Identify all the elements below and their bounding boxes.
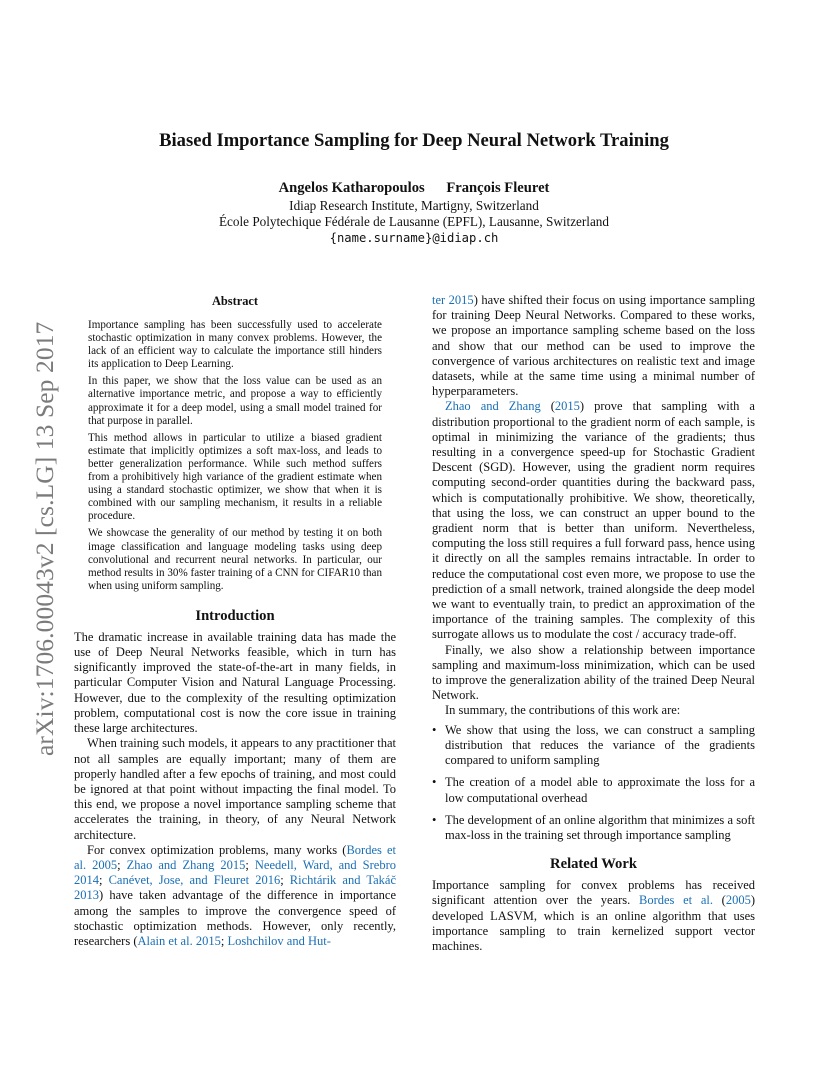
body-paragraph — [432, 293, 755, 399]
bullet-icon: • — [432, 812, 437, 827]
citation-link[interactable]: Loshchilov and Hut- — [227, 933, 331, 948]
introduction-body-left — [74, 630, 396, 949]
left-column — [74, 293, 396, 949]
author-email: {name.surname}@idiap.ch — [329, 231, 499, 245]
citation-link[interactable]: 2005 — [725, 893, 751, 908]
text-run: For convex optimization problems, many works ( — [87, 842, 347, 857]
abstract-paragraph: We showcase the generality of our method by testing it on both image classification and language modeling tasks using deep convolutional and recurrent neural networks. In particular, our method results in 30% faster training of a CNN for CIFAR10 than when using uniform sampling. — [88, 527, 382, 592]
body-paragraph: The dramatic increase in available training data has made the use of Deep Neural Networks feasible, which in turn has significantly improved the state-of-the-art in many fields, in particular Computer Vision and Natural Language Processing. However, due to the complexity of the resulting optimization problem, computational cost is now the core issue in training these large architectures. — [74, 629, 396, 736]
introduction-heading: Introduction — [195, 607, 275, 624]
text-run: ; — [220, 933, 228, 948]
bullet-icon: • — [432, 775, 437, 790]
text-run: ; — [99, 873, 109, 888]
list-item-text: The development of an online algorithm that minimizes a soft max-loss in the training set through importance sampling — [445, 812, 755, 842]
citation-link[interactable]: Zhao and Zhang 2015 — [126, 857, 246, 872]
text-run: ) developed LASVM, which is an online algorithm that uses importance sampling to train kernelized support vector machines. — [432, 893, 756, 953]
body-paragraph — [74, 843, 396, 949]
abstract-paragraph: This method allows in particular to utilize a biased gradient estimate that implicitly optimizes a soft max-loss, and leads to better generalization performance. While such method suffers from a prohibitively high variance of the gradient estimate when using a standard stochastic optimizer, we show that when it is combined with our sampling mechanism, it results in a reliable procedure. — [88, 431, 382, 523]
arxiv-sidebar — [30, 290, 60, 756]
author-name: Angelos Katharopoulos — [278, 180, 425, 196]
citation-link[interactable]: Needell, Ward, and Srebro 2014 — [74, 857, 396, 888]
text-run: ; — [280, 873, 290, 888]
list-item — [432, 813, 755, 843]
author-list — [0, 179, 828, 197]
citation-link[interactable]: Alain et al. 2015 — [137, 933, 221, 948]
abstract-heading: Abstract — [211, 294, 259, 308]
related-work-heading: Related Work — [550, 856, 637, 873]
bullet-icon: • — [432, 722, 437, 737]
citation-link[interactable]: ter 2015 — [432, 293, 474, 307]
text-run: ; — [245, 857, 255, 872]
abstract-paragraph: Importance sampling has been successfully used to accelerate stochastic optimization in many convex problems. However, the lack of an efficient way to calculate the importance still hinders its application to Deep Learning. — [88, 319, 382, 371]
text-run: ) have taken advantage of the difference in importance among the samples to improve the convergence speed of stochastic optimization methods. However, only recently, researchers ( — [74, 888, 396, 948]
citation-link[interactable]: 2015 — [554, 399, 580, 414]
list-item — [432, 723, 755, 769]
citation-link[interactable]: Zhao and Zhang — [445, 399, 541, 414]
body-paragraph: When training such models, it appears to any practitioner that not all samples are equally important; many of them are properly handled after a few epochs of training, and most could be ignored at that point without impacting the final model. To this end, we propose a novel importance sampling scheme that accelerates the training, in theory, of any Neural Network architecture. — [74, 736, 396, 842]
affiliation: École Polytechique Fédérale de Lausanne (EPFL), Lausanne, Switzerland — [219, 214, 609, 229]
author-name: François Fleuret — [446, 180, 550, 196]
arxiv-identifier: arXiv:1706.00043v2 [cs.LG] 13 Sep 2017 — [30, 321, 59, 756]
paper-title: Biased Importance Sampling for Deep Neural Network Training — [159, 130, 669, 151]
contribution-list — [432, 723, 755, 843]
body-paragraph: In summary, the contributions of this work are: — [445, 703, 681, 718]
list-item — [432, 775, 755, 805]
list-item-text: The creation of a model able to approximate the loss for a low computational overhead — [445, 775, 755, 805]
list-item-text: We show that using the loss, we can construct a sampling distribution that reduces the variance of the gradients compared to uniform sampling — [445, 722, 755, 768]
citation-link[interactable]: Bordes et al. 2005 — [74, 842, 396, 872]
affiliation: Idiap Research Institute, Martigny, Switzerland — [289, 198, 539, 213]
citation-link[interactable]: Richtárik and Takáč 2013 — [74, 873, 397, 903]
body-paragraph — [432, 399, 755, 642]
abstract-body — [74, 319, 382, 593]
body-paragraph: Finally, we also show a relationship between importance sampling and maximum-loss minimization, which can be used to improve the generalization ability of the trained Deep Neural Network. — [432, 642, 755, 703]
text-run: ; — [117, 857, 127, 872]
citation-link[interactable]: Canévet, Jose, and Fleuret 2016 — [108, 873, 281, 888]
text-run: ) have shifted their focus on using importance sampling for training Deep Neural Networks. Compared to these works, we propose an importance sampling scheme based on the loss and show that our method can be used to improve the convergence of various architectures on realistic text and image datasets, while at the same time using a minimal number of hyperparameters. — [432, 293, 756, 399]
text-run: ( — [712, 893, 726, 908]
abstract-paragraph: In this paper, we show that the loss value can be used as an alternative importance metric, and propose a way to efficiently approximate it for a deep model, using a small model trained for that purpose in parallel. — [88, 375, 382, 427]
text-run: ) prove that sampling with a distribution proportional to the gradient norm of each sample, is optimal in minimizing the variance of the gradients; thus resulting in a convergence speed-up for Stochastic Gradient Descent (SGD). However, using the gradient norm requires computing second-order quantities during the backward pass, which is computationally prohibitive. We show, theoretically, that using the loss, we can construct an upper bound to the gradient norm that is better than uniform. Nevertheless, computing the loss still requires a full forward pass, hence using it directly on all the samples remains intractable. In order to reduce the computational cost even more, we propose to use the prediction of a small network, trained alongside the deep model we want to eventually train, to predict an approximation of the importance of the training samples. The complexity of this surrogate allows us to modulate the cost / accuracy trade-off. — [432, 399, 755, 642]
citation-link[interactable]: Bordes et al. — [638, 893, 713, 908]
body-paragraph — [432, 878, 755, 954]
right-column — [432, 293, 755, 954]
text-run: Importance sampling for convex problems has received significant attention over the years. — [432, 878, 755, 908]
text-run: ( — [540, 399, 555, 414]
